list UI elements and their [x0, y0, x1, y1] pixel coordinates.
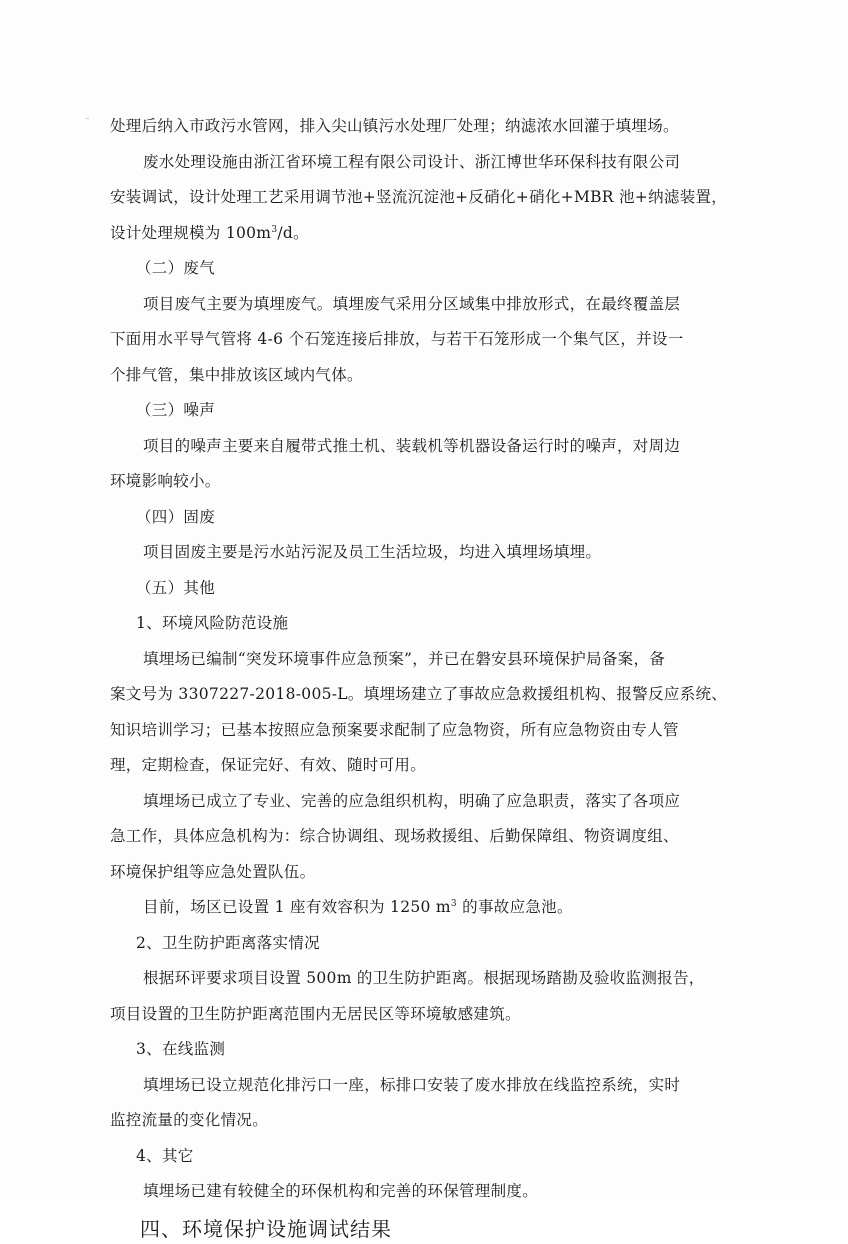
paragraph-risk2-line1: 填埋场已成立了专业、完善的应急组织机构，明确了应急职责，落实了各项应 [143, 791, 681, 810]
design-scale-text: 设计处理规模为 100m [110, 223, 272, 242]
paragraph-health-line1: 根据环评要求项目设置 500m 的卫生防护距离。根据现场踏勘及验收监测报告， [143, 969, 705, 987]
scan-speck [86, 118, 89, 119]
paragraph-wastewater-facility-line3 [110, 221, 742, 246]
paragraph-wastewater-end: 处理后纳入市政污水管网，排入尖山镇污水处理厂处理；纳滤浓水回灌于填埋场。 [110, 117, 679, 135]
paragraph-health-line2: 项目设置的卫生防护距离范围内无居民区等环境敏感建筑。 [110, 1004, 521, 1023]
paragraph-risk1-line4: 理，定期检查，保证完好、有效、随时可用。 [110, 756, 427, 774]
heading-health-distance: 2、卫生防护距离落实情况 [136, 933, 320, 952]
design-scale-unit: /d。 [277, 223, 309, 242]
paragraph-solid-waste: 项目固废主要是污水站污泥及员工生活垃圾，均进入填埋场填埋。 [143, 543, 602, 561]
emergency-pool-text-end: 的事故应急池。 [456, 898, 573, 916]
heading-misc: 4、其它 [136, 1146, 194, 1165]
heading-solid-waste: （四）固废 [136, 507, 216, 526]
paragraph-monitor-line2: 监控流量的变化情况。 [110, 1111, 269, 1129]
paragraph-emergency-pool [110, 895, 742, 920]
heading-noise: （三）噪声 [136, 401, 216, 419]
paragraph-misc: 填埋场已建有较健全的环保机构和完善的环保管理制度。 [143, 1182, 539, 1200]
heading-exhaust-gas: （二）废气 [136, 259, 216, 277]
heading-other: （五）其他 [136, 578, 216, 597]
emergency-pool-text: 目前，场区已设置 1 座有效容积为 1250 m [143, 898, 451, 916]
paragraph-monitor-line1: 填埋场已设立规范化排污口一座，标排口安装了废水排放在线监控系统，实时 [143, 1075, 681, 1094]
paragraph-risk1-line3: 知识培训学习；已基本按照应急预案要求配制了应急物资，所有应急物资由专人管 [110, 720, 679, 739]
paragraph-noise-line2: 环境影响较小。 [110, 472, 221, 490]
paragraph-risk2-line3: 环境保护组等应急处置队伍。 [110, 862, 316, 881]
cubic-superscript: 3 [271, 224, 278, 235]
paragraph-risk1-line2: 案文号为 3307227-2018-005-L。填埋场建立了事故应急救援组机构、报警反应系统、 [110, 685, 728, 703]
heading-online-monitoring: 3、在线监测 [136, 1040, 226, 1058]
paragraph-risk2-line2: 急工作，具体应急机构为：综合协调组、现场救援组、后勤保障组、物资调度组、 [110, 827, 679, 845]
paragraph-wastewater-facility-line2: 安装调试，设计处理工艺采用调节池+竖流沉淀池+反硝化+硝化+MBR 池+纳滤装置， [110, 188, 728, 206]
document-body [110, 114, 742, 1244]
paragraph-gas-line2: 下面用水平导气管将 4-6 个石笼连接后排放，与若干石笼形成一个集气区，并设一 [110, 330, 684, 348]
paragraph-risk1-line1: 填埋场已编制“突发环境事件应急预案”，并已在磐安县环境保护局备案，备 [143, 649, 666, 668]
section-heading-commissioning-results: 四、环境保护设施调试结果 [140, 1217, 392, 1241]
paragraph-noise-line1: 项目的噪声主要来自履带式推土机、装载机等机器设备运行时的噪声，对周边 [143, 436, 681, 455]
heading-risk-prevention: 1、环境风险防范设施 [136, 614, 289, 632]
cubic-superscript: 3 [450, 899, 457, 909]
paragraph-wastewater-facility-line1: 废水处理设施由浙江省环境工程有限公司设计、浙江博世华环保科技有限公司 [143, 152, 681, 171]
paragraph-gas-line3: 个排气管，集中排放该区域内气体。 [110, 365, 363, 384]
paragraph-gas-line1: 项目废气主要为填埋废气。填埋废气采用分区域集中排放形式，在最终覆盖层 [143, 294, 681, 313]
